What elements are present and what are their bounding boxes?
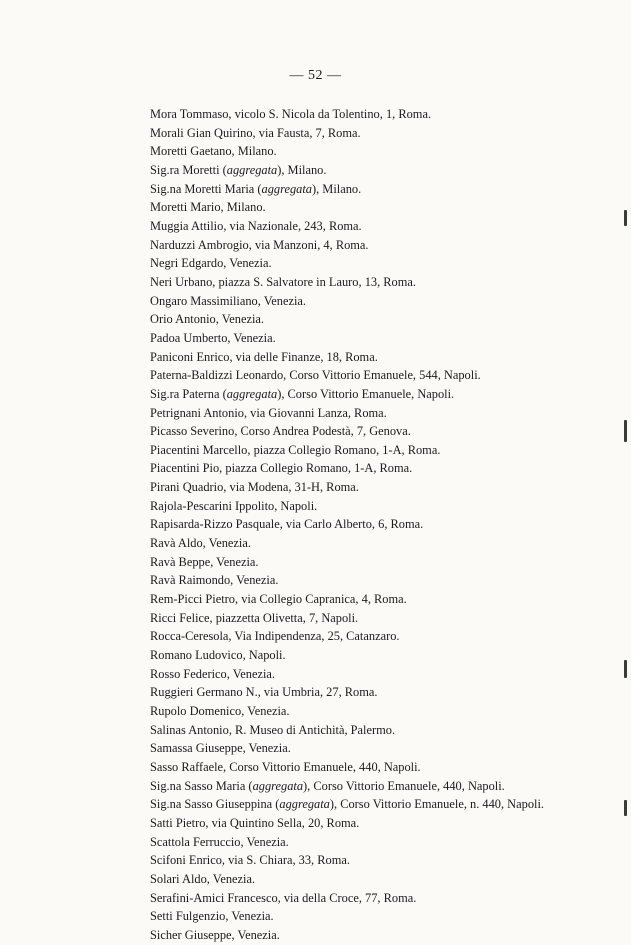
entry-address: ), Milano. bbox=[277, 162, 327, 177]
list-item: Ravà Aldo, Venezia. bbox=[150, 536, 251, 551]
list-item: Paniconi Enrico, via delle Finanze, 18, Roma. bbox=[150, 349, 378, 364]
list-item: Romano Ludovico, Napoli. bbox=[150, 648, 286, 663]
list-item bbox=[150, 180, 550, 199]
entry-address: ), Corso Vittorio Emanuele, Napoli. bbox=[277, 386, 455, 401]
list-item: Petrignani Antonio, via Giovanni Lanza, Roma. bbox=[150, 405, 387, 420]
scan-edge-mark bbox=[624, 210, 627, 226]
list-item: Scifoni Enrico, via S. Chiara, 33, Roma. bbox=[150, 853, 350, 868]
list-item: Setti Fulgenzio, Venezia. bbox=[150, 909, 274, 924]
aggregata-note: aggregata bbox=[226, 386, 278, 401]
list-item: Morali Gian Quirino, via Fausta, 7, Roma. bbox=[150, 125, 361, 140]
list-item: Padoa Umberto, Venezia. bbox=[150, 330, 276, 345]
list-item: Ongaro Massimiliano, Venezia. bbox=[150, 293, 306, 308]
page-number: — 52 — bbox=[289, 68, 342, 83]
list-item: Picasso Severino, Corso Andrea Podestà, 7, Genova. bbox=[150, 424, 411, 439]
aggregata-note: aggregata bbox=[261, 181, 312, 196]
list-item: Muggia Attilio, via Nazionale, 243, Roma. bbox=[150, 218, 362, 233]
list-item bbox=[150, 161, 550, 180]
list-item: Ricci Felice, piazzetta Olivetta, 7, Napoli. bbox=[150, 610, 359, 625]
list-item: Serafini-Amici Francesco, via della Croce, 77, Roma. bbox=[150, 890, 417, 905]
list-item: Rosso Federico, Venezia. bbox=[150, 666, 276, 681]
list-item: Satti Pietro, via Quintino Sella, 20, Roma. bbox=[150, 815, 360, 830]
list-item: Ruggieri Germano N., via Umbria, 27, Roma. bbox=[150, 685, 378, 700]
entry-name: Sig.ra Moretti ( bbox=[150, 162, 227, 177]
scan-edge-mark bbox=[624, 660, 627, 678]
list-item: Solari Aldo, Venezia. bbox=[150, 871, 256, 886]
list-item: Orio Antonio, Venezia. bbox=[150, 312, 265, 327]
aggregata-note: aggregata bbox=[252, 778, 304, 793]
list-item: Piacentini Pio, piazza Collegio Romano, 1-A, Roma. bbox=[150, 461, 413, 476]
list-item: Piacentini Marcello, piazza Collegio Romano, 1-A, Roma. bbox=[150, 442, 441, 457]
list-item: Rocca-Ceresola, Via Indipendenza, 25, Catanzaro. bbox=[150, 629, 400, 644]
list-item: Rupolo Domenico, Venezia. bbox=[150, 704, 290, 718]
list-item bbox=[150, 385, 550, 404]
list-item: Moretti Gaetano, Milano. bbox=[150, 144, 277, 159]
list-item: Salinas Antonio, R. Museo di Antichità, Palermo. bbox=[150, 722, 396, 737]
aggregata-note: aggregata bbox=[279, 797, 330, 812]
entry-address: ), Milano. bbox=[311, 181, 362, 196]
list-item: Negri Edgardo, Venezia. bbox=[150, 256, 272, 271]
aggregata-note: aggregata bbox=[226, 162, 278, 177]
entry-name: Sig.na Moretti Maria ( bbox=[150, 181, 262, 196]
entry-address: ), Corso Vittorio Emanuele, n. 440, Napoli. bbox=[329, 797, 545, 812]
list-item: Sasso Raffaele, Corso Vittorio Emanuele, 440, Napoli. bbox=[150, 759, 421, 774]
list-item: Sicher Giuseppe, Venezia. bbox=[150, 927, 280, 942]
list-item: Ravà Beppe, Venezia. bbox=[150, 554, 259, 569]
list-item: Neri Urbano, piazza S. Salvatore in Lauro, 13, Roma. bbox=[150, 274, 416, 289]
list-item: Ravà Raimondo, Venezia. bbox=[150, 573, 279, 588]
list-item: Moretti Mario, Milano. bbox=[150, 200, 266, 215]
list-item: Rem-Picci Pietro, via Collegio Capranica, 4, Roma. bbox=[150, 592, 407, 607]
list-item: Scattola Ferruccio, Venezia. bbox=[150, 834, 289, 849]
scan-edge-mark bbox=[624, 420, 627, 442]
entry-address: ), Corso Vittorio Emanuele, 440, Napoli. bbox=[303, 778, 505, 793]
list-item: Narduzzi Ambrogio, via Manzoni, 4, Roma. bbox=[150, 237, 369, 252]
list-item bbox=[150, 777, 550, 796]
list-item: Samassa Giuseppe, Venezia. bbox=[150, 741, 291, 756]
list-item: Paterna-Baldizzi Leonardo, Corso Vittorio Emanuele, 544, Napoli. bbox=[150, 368, 481, 383]
list-item bbox=[150, 795, 550, 814]
list-item: Rajola-Pescarini Ippolito, Napoli. bbox=[150, 498, 318, 513]
list-item: Mora Tommaso, vicolo S. Nicola da Tolentino, 1, Roma. bbox=[150, 107, 432, 121]
list-item: Pirani Quadrio, via Modena, 31-H, Roma. bbox=[150, 480, 359, 495]
entry-name: Sig.na Sasso Giuseppina ( bbox=[150, 797, 280, 812]
list-item: Rapisarda-Rizzo Pasquale, via Carlo Alberto, 6, Roma. bbox=[150, 517, 424, 532]
member-list bbox=[150, 105, 550, 945]
entry-name: Sig.ra Paterna ( bbox=[150, 386, 227, 401]
scan-edge-mark bbox=[624, 800, 627, 816]
entry-name: Sig.na Sasso Maria ( bbox=[150, 778, 253, 793]
